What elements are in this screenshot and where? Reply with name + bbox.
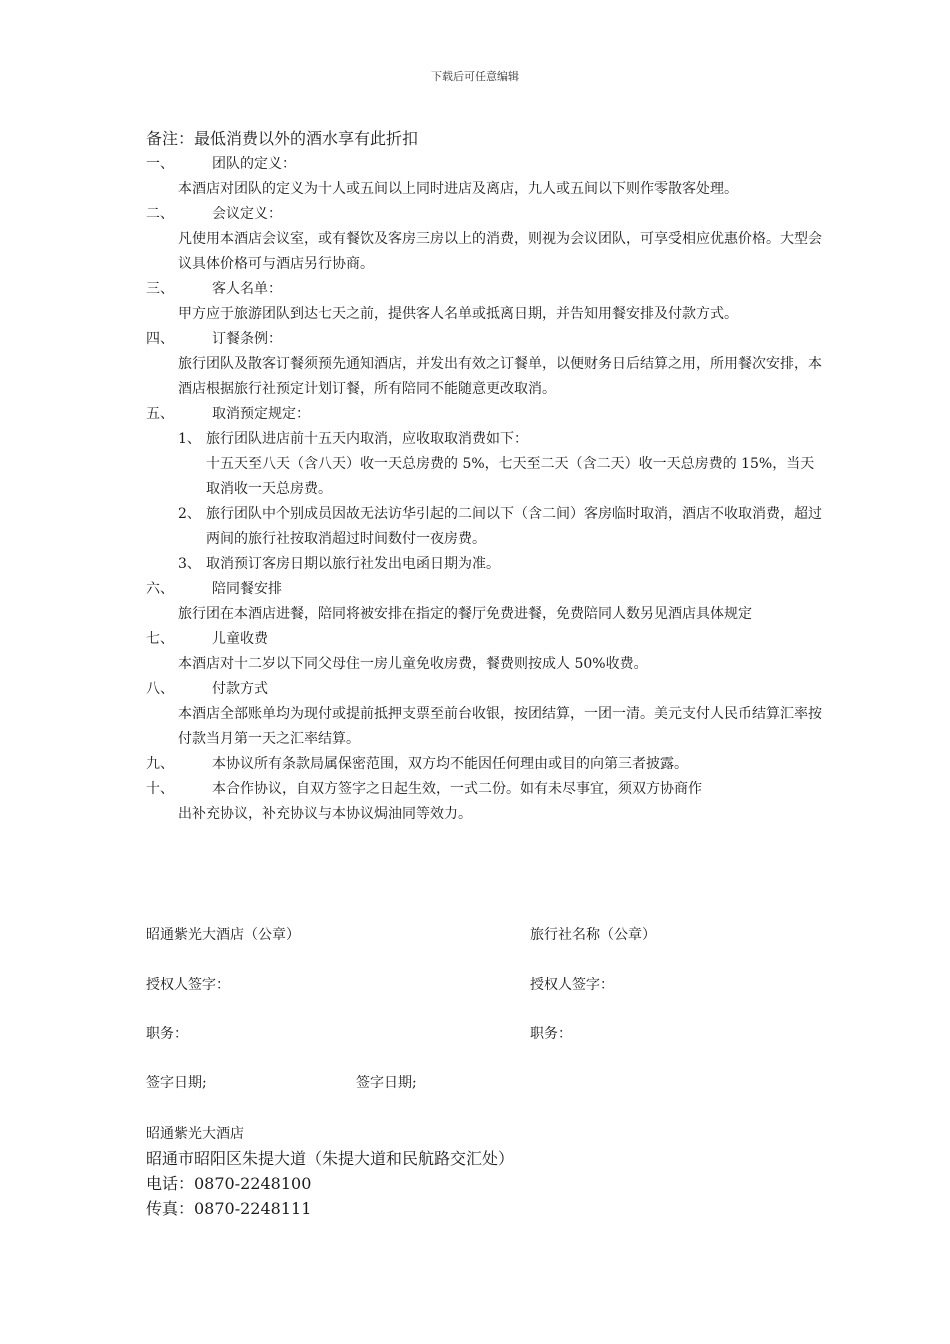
section-title: 客人名单：	[212, 281, 282, 297]
hotel-name: 昭通紫光大酒店	[146, 1126, 244, 1142]
section-number: 二、	[146, 206, 174, 222]
section-paragraph: 凡使用本酒店会议室，或有餐饮及客房三房以上的消费，则视为会议团队，可享受相应优惠价格。大型会议具体价格可与酒店另行协商。	[178, 231, 822, 272]
agreement-body	[146, 126, 826, 827]
list-item	[146, 502, 826, 552]
hotel-address: 昭通市昭阳区朱提大道（朱提大道和民航路交汇处）	[146, 1149, 515, 1168]
section-heading	[146, 402, 826, 427]
left-authorized-signature: 授权人签字：	[146, 977, 230, 993]
section-number: 一、	[146, 156, 174, 172]
list-item	[146, 427, 826, 452]
section-number: 五、	[146, 406, 174, 422]
right-authorized-signature: 授权人签字：	[530, 977, 614, 993]
hotel-fax: 传真：0870-2248111	[146, 1199, 312, 1218]
hotel-contact	[146, 1122, 846, 1221]
section-number: 八、	[146, 681, 174, 697]
section-paragraph: 旅行团在本酒店进餐，陪同将被安排在指定的餐厅免费进餐，免费陪同人数另见酒店具体规定	[178, 606, 752, 622]
section-title: 本合作协议，自双方签字之日起生效，一式二份。如有未尽事宜，须双方协商作	[212, 781, 702, 797]
section-heading	[146, 577, 826, 602]
signature-row	[146, 1023, 846, 1047]
section-title: 订餐条例：	[212, 331, 282, 347]
section-heading	[146, 627, 826, 652]
list-item-text: 旅行团队进店前十五天内取消，应收取取消费如下：	[206, 431, 528, 447]
list-item-number: 2、	[178, 506, 201, 522]
page-header: 下载后可任意编辑	[431, 70, 519, 83]
section-number: 十、	[146, 781, 174, 797]
right-position: 职务：	[530, 1026, 572, 1042]
section-number: 七、	[146, 631, 174, 647]
list-item-number: 1、	[178, 431, 201, 447]
section-heading	[146, 202, 826, 227]
section-number: 六、	[146, 581, 174, 597]
section-title: 陪同餐安排	[212, 581, 282, 597]
section-title: 会议定义：	[212, 206, 282, 222]
hotel-phone: 电话：0870-2248100	[146, 1174, 312, 1193]
section-heading	[146, 152, 826, 177]
right-party-seal: 旅行社名称（公章）	[530, 927, 656, 943]
section-paragraph: 旅行团队及散客订餐须预先通知酒店，并发出有效之订餐单，以便财务日后结算之用，所用餐次安排，本酒店根据旅行社预定计划订餐，所有陪同不能随意更改取消。	[178, 356, 822, 397]
section-number: 四、	[146, 331, 174, 347]
list-item-text: 旅行团队中个别成员因故无法访华引起的二间以下（含二间）客房临时取消，酒店不收取消费，超过两间的旅行社按取消超过时间数付一夜房费。	[206, 506, 822, 547]
section-heading	[146, 777, 826, 802]
left-party-seal: 昭通紫光大酒店（公章）	[146, 927, 300, 943]
mid-sign-date: 签字日期;	[356, 1075, 417, 1091]
section-title: 团队的定义：	[212, 156, 296, 172]
section-title: 付款方式	[212, 681, 268, 697]
section-title: 儿童收费	[212, 631, 268, 647]
list-item-number: 3、	[178, 556, 201, 572]
signature-row	[146, 974, 846, 998]
section-heading	[146, 327, 826, 352]
discount-note: 备注：最低消费以外的酒水享有此折扣	[146, 129, 419, 148]
section-heading	[146, 752, 826, 777]
section-number: 九、	[146, 756, 174, 772]
section-paragraph: 甲方应于旅游团队到达七天之前，提供客人名单或抵离日期，并告知用餐安排及付款方式。	[178, 306, 738, 322]
section-heading	[146, 277, 826, 302]
list-item-text: 取消预订客房日期以旅行社发出电函日期为准。	[206, 556, 500, 572]
section-paragraph: 本酒店对团队的定义为十人或五间以上同时进店及离店，九人或五间以下则作零散客处理。	[178, 181, 738, 197]
section-title: 取消预定规定：	[212, 406, 310, 422]
left-sign-date: 签字日期;	[146, 1075, 207, 1091]
signature-row	[146, 924, 846, 948]
signature-row	[146, 1072, 846, 1096]
section-heading	[146, 677, 826, 702]
list-item	[146, 552, 826, 577]
section-paragraph: 出补充协议，补充协议与本协议焗油同等效力。	[178, 806, 472, 822]
section-paragraph: 本酒店对十二岁以下同父母住一房儿童免收房费，餐费则按成人 50%收费。	[178, 656, 648, 672]
section-title: 本协议所有条款局属保密范围，双方均不能因任何理由或目的向第三者披露。	[212, 756, 688, 772]
left-position: 职务：	[146, 1026, 188, 1042]
section-paragraph: 本酒店全部账单均为现付或提前抵押支票至前台收银，按团结算，一团一清。美元支付人民币结算汇率按付款当月第一天之汇率结算。	[178, 706, 822, 747]
section-number: 三、	[146, 281, 174, 297]
list-item-detail: 十五天至八天（含八天）收一天总房费的 5%，七天至二天（含二天）收一天总房费的 15%，当天取消收一天总房费。	[206, 456, 815, 497]
